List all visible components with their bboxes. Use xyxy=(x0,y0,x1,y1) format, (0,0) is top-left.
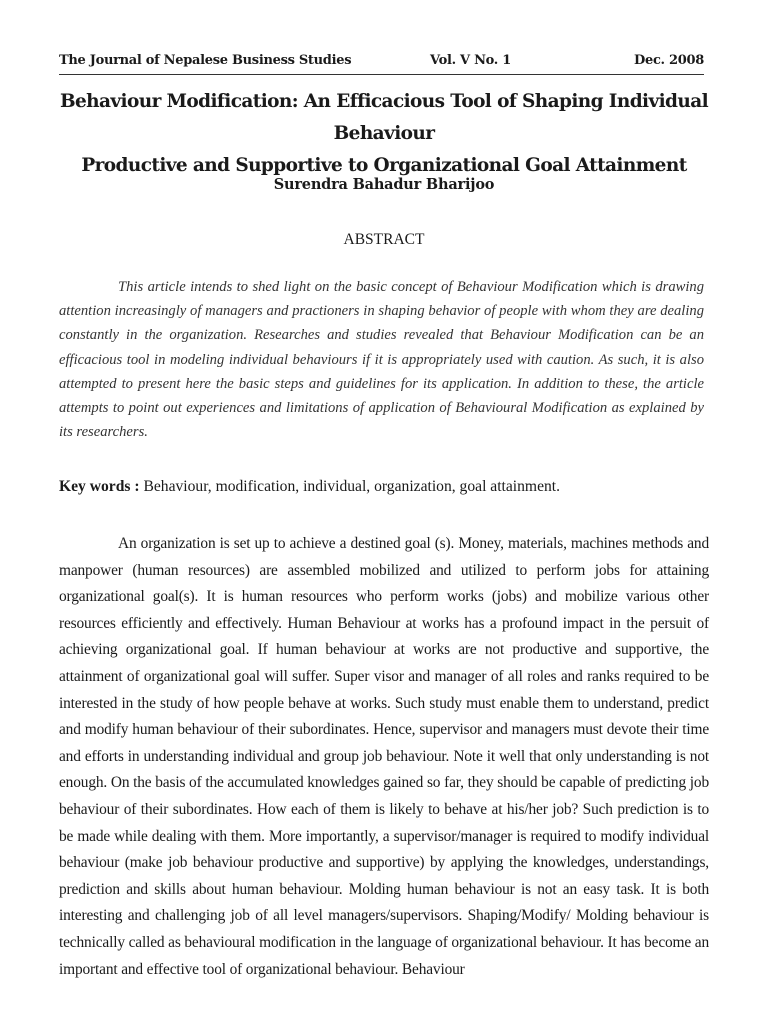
body-paragraph: An organization is set up to achieve a destined goal (s). Money, materials, machines methods and manpower (human resources) are assembled mobilized and utilized to perform jobs for attaining organizational goal(s). It is human resources who perform works (jobs) and mobilize various other resources efficiently and effectively. Human Behaviour at works has a profound impact in the persuit of achieving organizational goal. If human behaviour at works are not productive and supportive, the attainment of organizational goal will suffer. Super visor and manager of all roles and ranks required to be interested in the study of how people behave at works. Such study must enable them to understand, predict and modify human behaviour of their subordinates. Hence, supervisor and managers must devote their time and efforts in understanding individual and group job behaviour. Note it well that only understanding is not enough. On the basis of the accumulated knowledges gained so far, they should be capable of predicting job behaviour of their subordinates. How each of them is likely to behave at his/her job? Such prediction is to be made while dealing with them. More importantly, a supervisor/manager is required to modify individual behaviour (make job behaviour productive and supportive) by applying the knowledges, understandings, prediction and skills about human behaviour. Molding human behaviour is not an easy task. It is both interesting and challenging job of all level managers/supervisors. Shaping/Modify/ Molding behaviour is technically called as behavioural modification in the language of organizational behaviour. It has become an important and effective tool of organizational behaviour. Behaviour xyxy=(59,535,709,978)
volume-number: Vol. V No. 1 xyxy=(430,53,511,68)
issue-date: Dec. 2008 xyxy=(634,53,704,68)
header-rule xyxy=(59,74,704,75)
author-name: Surendra Bahadur Bharijoo xyxy=(273,176,495,193)
article-title xyxy=(40,86,728,182)
abstract-heading: ABSTRACT xyxy=(343,231,425,248)
keywords-line xyxy=(59,478,704,496)
title-line-2: Productive and Supportive to Organizational Goal Attainment xyxy=(81,155,687,176)
title-line-1: Behaviour Modification: An Efficacious Tool of Shaping Individual Behaviour xyxy=(59,91,709,144)
keywords-list: Behaviour, modification, individual, organization, goal attainment. xyxy=(139,478,561,495)
journal-name: The Journal of Nepalese Business Studies xyxy=(59,53,352,68)
keywords-label: Key words : xyxy=(59,478,140,495)
running-header xyxy=(59,53,704,71)
abstract-text: This article intends to shed light on the basic concept of Behaviour Modification which is drawing attention increasingly of managers and practioners in shaping behavior of people with whom they are dealing constantly in the organization. Researches and studies revealed that Behaviour Modification can be an efficacious tool in modeling individual behaviours if it is appropriately used with caution. As such, it is also attempted to present here the basic steps and guidelines for its application. In addition to these, the article attempts to point out experiences and limitations of application of Behavioural Modification as explained by its researchers. xyxy=(59,279,704,441)
